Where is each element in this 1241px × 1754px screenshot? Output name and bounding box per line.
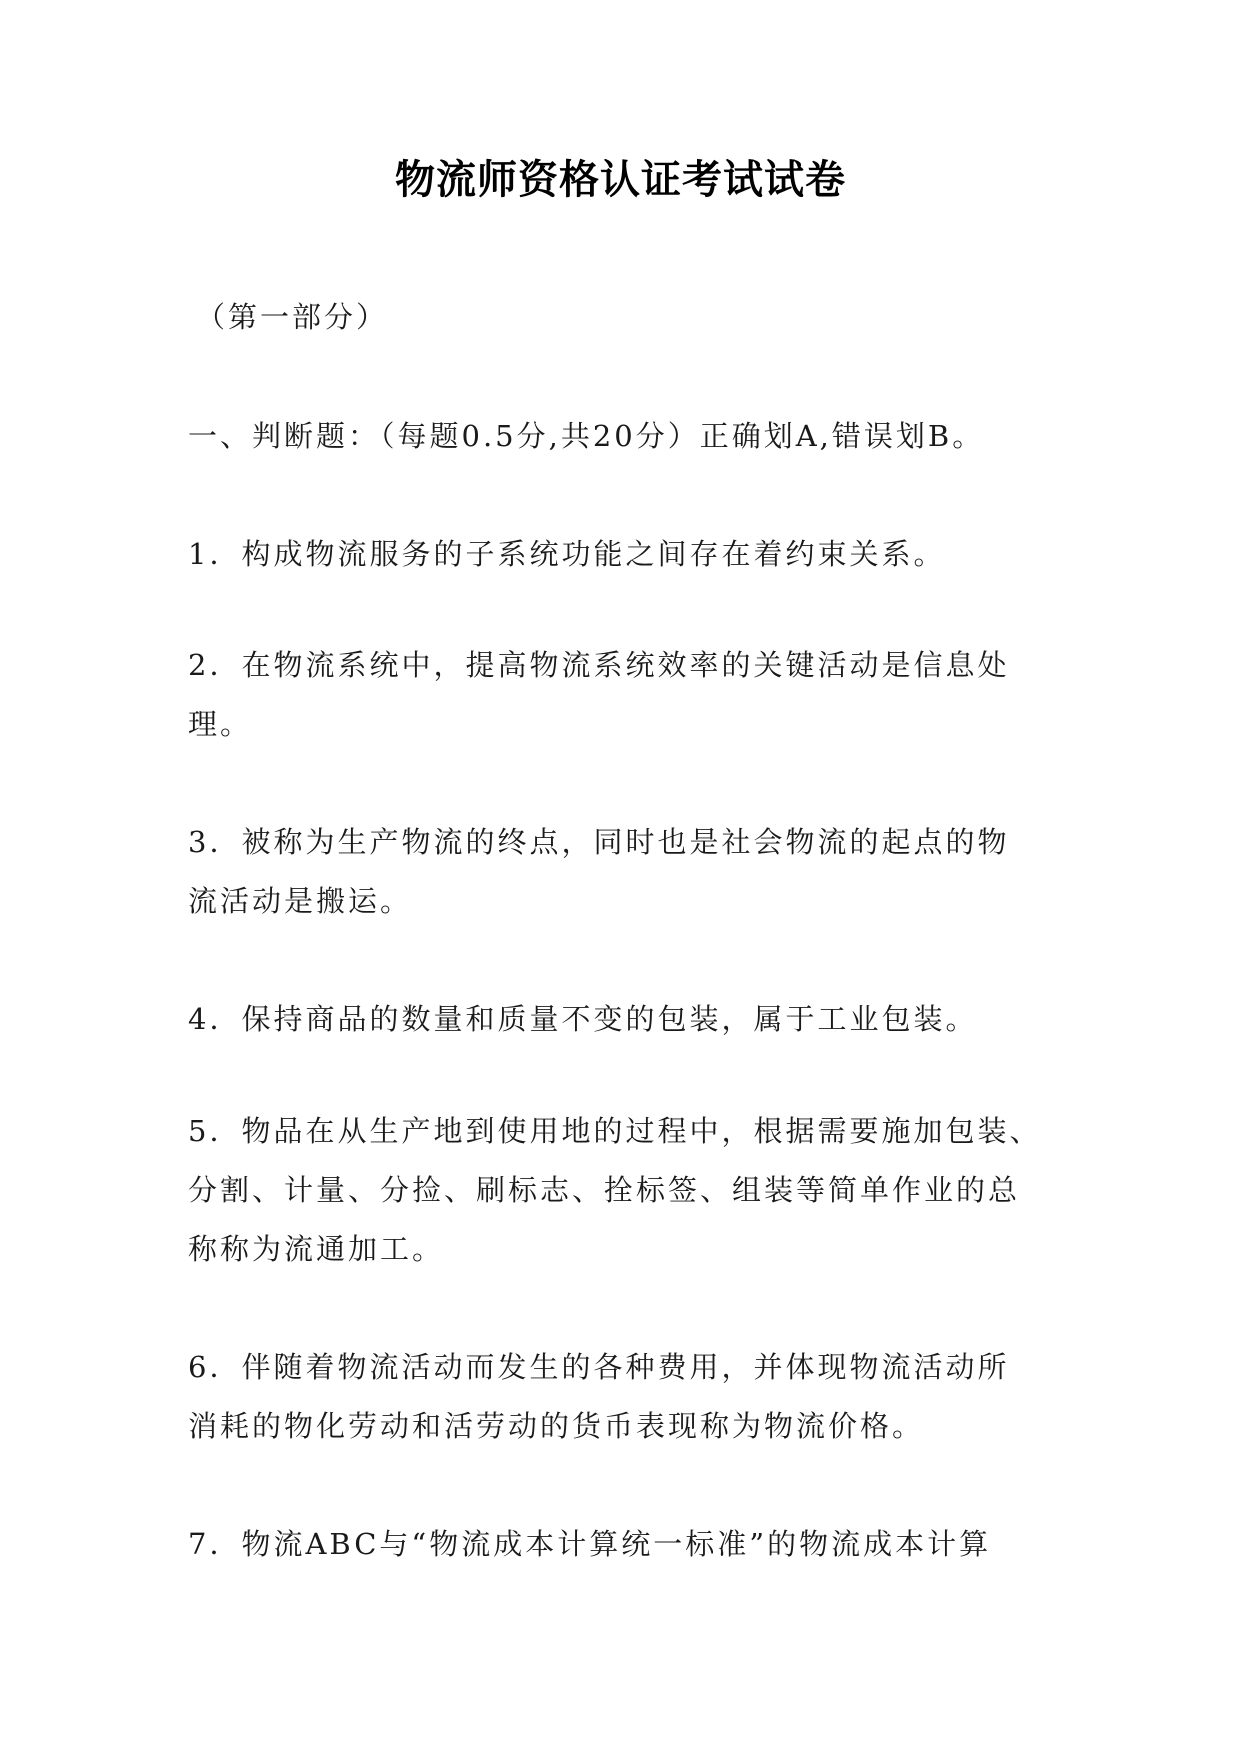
question-line: 4．保持商品的数量和质量不变的包装，属于工业包装。 — [188, 1002, 978, 1036]
section-label: （第一部分） — [196, 300, 389, 334]
question-4 — [188, 990, 1068, 1049]
question-line: 3．被称为生产物流的终点，同时也是社会物流的起点的物 — [188, 825, 1010, 859]
question-6 — [188, 1338, 1068, 1456]
question-line: 理。 — [188, 707, 253, 741]
question-line: 流活动是搬运。 — [188, 884, 413, 918]
question-line: 分割、计量、分捡、刷标志、拴标签、组装等简单作业的总 — [188, 1173, 1021, 1207]
question-line: 2．在物流系统中，提高物流系统效率的关键活动是信息处 — [188, 648, 1010, 682]
question-2 — [188, 636, 1068, 754]
question-line: 称称为流通加工。 — [188, 1232, 445, 1266]
question-line: 5．物品在从生产地到使用地的过程中，根据需要施加包装、 — [188, 1114, 1042, 1148]
question-3 — [188, 813, 1068, 931]
question-1 — [188, 525, 1068, 584]
question-heading: 一、判断题：（每题0.5分,共20分）正确划A,错误划B。 — [188, 419, 985, 453]
question-line: 6．伴随着物流活动而发生的各种费用，并体现物流活动所 — [188, 1350, 1010, 1384]
question-line: 1．构成物流服务的子系统功能之间存在着约束关系。 — [188, 537, 946, 571]
question-5 — [188, 1102, 1068, 1279]
question-7 — [188, 1515, 1068, 1574]
question-line: 消耗的物化劳动和活劳动的货币表现称为物流价格。 — [188, 1409, 925, 1443]
question-line: 7．物流ABC与“物流成本计算统一标准”的物流成本计算 — [188, 1527, 992, 1561]
page-title: 物流师资格认证考试试卷 — [395, 156, 846, 203]
